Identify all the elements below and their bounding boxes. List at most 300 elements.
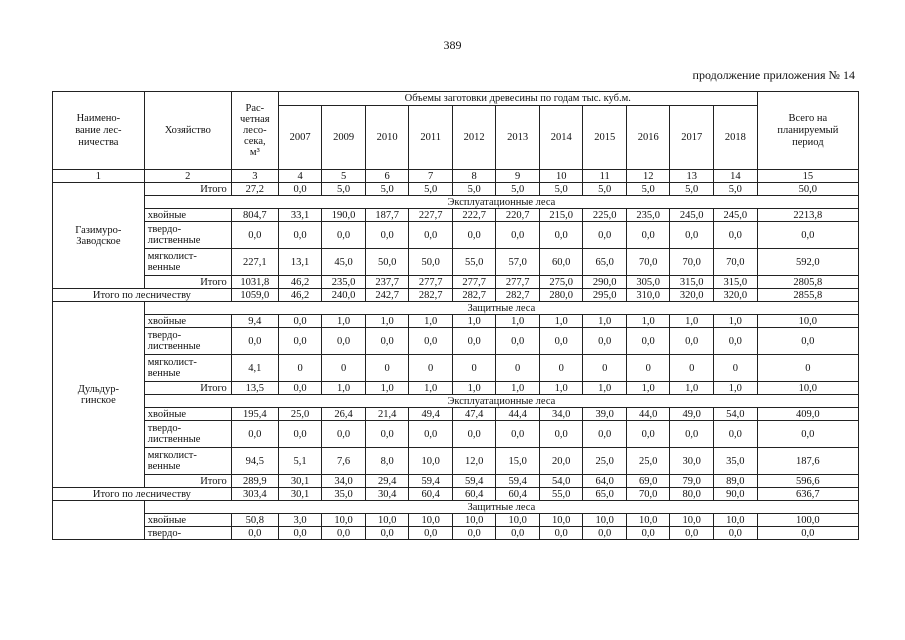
value-cell: 0	[539, 355, 583, 382]
header-year: 2018	[714, 106, 758, 170]
value-cell: 5,1	[278, 448, 322, 475]
column-number-row	[53, 170, 859, 183]
value-cell: 55,0	[539, 488, 583, 501]
value-cell: 50,0	[409, 249, 453, 276]
value-cell: 245,0	[714, 209, 758, 222]
value-cell: 8,0	[365, 448, 409, 475]
value-cell: 1,0	[365, 315, 409, 328]
value-cell: 0,0	[670, 222, 714, 249]
header-area: Рас- четная лесо- сека, м³	[231, 92, 278, 170]
value-cell: 54,0	[539, 475, 583, 488]
value-cell: 46,2	[278, 276, 322, 289]
value-cell: 90,0	[714, 488, 758, 501]
value-cell: 0,0	[278, 382, 322, 395]
value-cell: 0,0	[322, 421, 366, 448]
value-cell: 0	[496, 355, 540, 382]
value-cell: 5,0	[365, 183, 409, 196]
total-cell: 0,0	[757, 328, 858, 355]
value-cell: 187,7	[365, 209, 409, 222]
value-cell: 0,0	[365, 222, 409, 249]
farm-cell: мягколист- венные	[144, 448, 231, 475]
column-number: 1	[53, 170, 145, 183]
table-row	[53, 196, 859, 209]
value-cell: 0,0	[539, 328, 583, 355]
value-cell: 0,0	[409, 328, 453, 355]
value-cell: 0,0	[714, 222, 758, 249]
value-cell: 49,0	[670, 408, 714, 421]
value-cell: 70,0	[626, 488, 670, 501]
value-cell: 237,7	[365, 276, 409, 289]
farm-cell: Итого	[144, 276, 231, 289]
area-cell: 4,1	[231, 355, 278, 382]
value-cell: 277,7	[409, 276, 453, 289]
value-cell: 277,7	[452, 276, 496, 289]
value-cell: 70,0	[670, 249, 714, 276]
continuation-note: продолжение приложения № 14	[692, 68, 855, 82]
total-cell: 592,0	[757, 249, 858, 276]
value-cell: 0,0	[452, 421, 496, 448]
section-heading: Защитные леса	[144, 501, 858, 514]
value-cell: 1,0	[626, 315, 670, 328]
value-cell: 60,4	[452, 488, 496, 501]
value-cell: 34,0	[322, 475, 366, 488]
value-cell: 1,0	[365, 382, 409, 395]
column-number: 14	[714, 170, 758, 183]
area-cell: 50,8	[231, 514, 278, 527]
value-cell: 0,0	[365, 527, 409, 540]
value-cell: 26,4	[322, 408, 366, 421]
table-row	[53, 382, 859, 395]
value-cell: 30,1	[278, 488, 322, 501]
value-cell: 5,0	[714, 183, 758, 196]
forestry-name-duldurga: Дульдур- гинское	[53, 302, 145, 488]
header-year: 2016	[626, 106, 670, 170]
value-cell: 10,0	[409, 514, 453, 527]
column-number: 3	[231, 170, 278, 183]
value-cell: 1,0	[409, 382, 453, 395]
value-cell: 64,0	[583, 475, 627, 488]
value-cell: 1,0	[496, 382, 540, 395]
value-cell: 5,0	[670, 183, 714, 196]
farm-cell: твердо- лиственные	[144, 328, 231, 355]
value-cell: 54,0	[714, 408, 758, 421]
value-cell: 29,4	[365, 475, 409, 488]
value-cell: 10,0	[539, 514, 583, 527]
table-body	[53, 183, 859, 540]
value-cell: 0,0	[583, 328, 627, 355]
section-heading: Эксплуатационные леса	[144, 395, 858, 408]
farm-cell: хвойные	[144, 209, 231, 222]
farm-cell: мягколист- венные	[144, 355, 231, 382]
table-row	[53, 328, 859, 355]
value-cell: 0,0	[278, 183, 322, 196]
value-cell: 59,4	[409, 475, 453, 488]
value-cell: 0	[278, 355, 322, 382]
value-cell: 0	[714, 355, 758, 382]
value-cell: 69,0	[626, 475, 670, 488]
value-cell: 315,0	[670, 276, 714, 289]
area-cell: 195,4	[231, 408, 278, 421]
total-cell: 50,0	[757, 183, 858, 196]
value-cell: 320,0	[670, 289, 714, 302]
table-row	[53, 408, 859, 421]
value-cell: 235,0	[322, 276, 366, 289]
value-cell: 25,0	[278, 408, 322, 421]
value-cell: 0,0	[714, 328, 758, 355]
value-cell: 79,0	[670, 475, 714, 488]
value-cell: 60,0	[539, 249, 583, 276]
header-year: 2013	[496, 106, 540, 170]
table-row	[53, 289, 859, 302]
area-cell: 0,0	[231, 421, 278, 448]
header-year: 2007	[278, 106, 322, 170]
value-cell: 0,0	[583, 421, 627, 448]
value-cell: 235,0	[626, 209, 670, 222]
total-cell: 409,0	[757, 408, 858, 421]
harvest-volume-table	[52, 91, 859, 540]
value-cell: 0,0	[626, 222, 670, 249]
area-cell: 289,9	[231, 475, 278, 488]
value-cell: 30,4	[365, 488, 409, 501]
value-cell: 15,0	[496, 448, 540, 475]
value-cell: 33,1	[278, 209, 322, 222]
total-cell: 10,0	[757, 382, 858, 395]
value-cell: 13,1	[278, 249, 322, 276]
value-cell: 34,0	[539, 408, 583, 421]
value-cell: 0,0	[278, 328, 322, 355]
forestry-name-next	[53, 501, 145, 540]
value-cell: 10,0	[322, 514, 366, 527]
value-cell: 5,0	[583, 183, 627, 196]
value-cell: 65,0	[583, 249, 627, 276]
page-number: 389	[443, 38, 462, 52]
value-cell: 190,0	[322, 209, 366, 222]
column-number: 4	[278, 170, 322, 183]
value-cell: 305,0	[626, 276, 670, 289]
value-cell: 25,0	[583, 448, 627, 475]
total-cell: 0,0	[757, 222, 858, 249]
total-cell: 2213,8	[757, 209, 858, 222]
value-cell: 282,7	[409, 289, 453, 302]
header-volumes: Объемы заготовки древесины по годам тыс. куб.м.	[278, 92, 757, 106]
value-cell: 10,0	[626, 514, 670, 527]
value-cell: 0,0	[714, 421, 758, 448]
value-cell: 280,0	[539, 289, 583, 302]
value-cell: 1,0	[496, 315, 540, 328]
table-row	[53, 222, 859, 249]
area-cell: 1059,0	[231, 289, 278, 302]
table-row	[53, 355, 859, 382]
farm-cell: хвойные	[144, 514, 231, 527]
area-cell: 1031,8	[231, 276, 278, 289]
area-cell: 27,2	[231, 183, 278, 196]
value-cell: 7,6	[322, 448, 366, 475]
value-cell: 10,0	[365, 514, 409, 527]
farm-cell: Итого	[144, 475, 231, 488]
value-cell: 0	[626, 355, 670, 382]
value-cell: 320,0	[714, 289, 758, 302]
value-cell: 0	[452, 355, 496, 382]
value-cell: 277,7	[496, 276, 540, 289]
value-cell: 1,0	[409, 315, 453, 328]
value-cell: 0,0	[409, 527, 453, 540]
value-cell: 0,0	[670, 421, 714, 448]
table-row	[53, 475, 859, 488]
value-cell: 227,7	[409, 209, 453, 222]
value-cell: 65,0	[583, 488, 627, 501]
total-cell: 100,0	[757, 514, 858, 527]
header-year: 2014	[539, 106, 583, 170]
value-cell: 30,0	[670, 448, 714, 475]
value-cell: 1,0	[322, 315, 366, 328]
value-cell: 0,0	[365, 421, 409, 448]
value-cell: 21,4	[365, 408, 409, 421]
forestry-total-label: Итого по лесничеству	[53, 488, 232, 501]
value-cell: 0	[322, 355, 366, 382]
table-row	[53, 448, 859, 475]
value-cell: 0,0	[626, 527, 670, 540]
table-row	[53, 395, 859, 408]
column-number: 15	[757, 170, 858, 183]
value-cell: 1,0	[539, 315, 583, 328]
value-cell: 1,0	[670, 382, 714, 395]
value-cell: 5,0	[452, 183, 496, 196]
value-cell: 215,0	[539, 209, 583, 222]
value-cell: 89,0	[714, 475, 758, 488]
value-cell: 80,0	[670, 488, 714, 501]
column-number: 5	[322, 170, 366, 183]
value-cell: 60,4	[409, 488, 453, 501]
value-cell: 1,0	[583, 315, 627, 328]
table-row	[53, 488, 859, 501]
value-cell: 0,0	[714, 527, 758, 540]
farm-cell: мягколист- венные	[144, 249, 231, 276]
value-cell: 0,0	[278, 421, 322, 448]
value-cell: 10,0	[409, 448, 453, 475]
column-number: 6	[365, 170, 409, 183]
total-cell: 0	[757, 355, 858, 382]
value-cell: 55,0	[452, 249, 496, 276]
value-cell: 1,0	[714, 382, 758, 395]
area-cell: 0,0	[231, 328, 278, 355]
value-cell: 1,0	[626, 382, 670, 395]
value-cell: 315,0	[714, 276, 758, 289]
header-year: 2017	[670, 106, 714, 170]
value-cell: 0,0	[496, 527, 540, 540]
value-cell: 5,0	[539, 183, 583, 196]
value-cell: 0,0	[452, 222, 496, 249]
forestry-total-label: Итого по лесничеству	[53, 289, 232, 302]
table-row	[53, 514, 859, 527]
farm-cell: Итого	[144, 183, 231, 196]
value-cell: 0,0	[322, 328, 366, 355]
value-cell: 0,0	[322, 527, 366, 540]
column-number: 8	[452, 170, 496, 183]
total-cell: 596,6	[757, 475, 858, 488]
value-cell: 0,0	[626, 328, 670, 355]
forestry-name-gazimuro: Газимуро- Заводское	[53, 183, 145, 289]
table-row	[53, 501, 859, 514]
value-cell: 310,0	[626, 289, 670, 302]
value-cell: 35,0	[714, 448, 758, 475]
value-cell: 0,0	[409, 222, 453, 249]
value-cell: 225,0	[583, 209, 627, 222]
value-cell: 1,0	[670, 315, 714, 328]
farm-cell: Итого	[144, 382, 231, 395]
value-cell: 46,2	[278, 289, 322, 302]
area-cell: 227,1	[231, 249, 278, 276]
value-cell: 282,7	[452, 289, 496, 302]
value-cell: 0,0	[496, 328, 540, 355]
value-cell: 60,4	[496, 488, 540, 501]
value-cell: 0,0	[278, 527, 322, 540]
farm-cell: твердо-	[144, 527, 231, 540]
area-cell: 94,5	[231, 448, 278, 475]
table-row	[53, 209, 859, 222]
value-cell: 3,0	[278, 514, 322, 527]
area-cell: 13,5	[231, 382, 278, 395]
table-row	[53, 249, 859, 276]
value-cell: 0,0	[496, 222, 540, 249]
value-cell: 35,0	[322, 488, 366, 501]
value-cell: 0	[583, 355, 627, 382]
value-cell: 1,0	[583, 382, 627, 395]
table-row	[53, 183, 859, 196]
area-cell: 9,4	[231, 315, 278, 328]
value-cell: 1,0	[452, 382, 496, 395]
table-row	[53, 421, 859, 448]
total-cell: 0,0	[757, 421, 858, 448]
table-row	[53, 315, 859, 328]
value-cell: 0,0	[365, 328, 409, 355]
value-cell: 1,0	[714, 315, 758, 328]
area-cell: 804,7	[231, 209, 278, 222]
value-cell: 222,7	[452, 209, 496, 222]
column-number: 10	[539, 170, 583, 183]
value-cell: 45,0	[322, 249, 366, 276]
value-cell: 0,0	[626, 421, 670, 448]
value-cell: 240,0	[322, 289, 366, 302]
column-number: 7	[409, 170, 453, 183]
total-cell: 636,7	[757, 488, 858, 501]
value-cell: 0	[365, 355, 409, 382]
total-cell: 2855,8	[757, 289, 858, 302]
value-cell: 295,0	[583, 289, 627, 302]
value-cell: 290,0	[583, 276, 627, 289]
value-cell: 39,0	[583, 408, 627, 421]
value-cell: 59,4	[496, 475, 540, 488]
section-heading: Эксплуатационные леса	[144, 196, 858, 209]
value-cell: 10,0	[714, 514, 758, 527]
farm-cell: хвойные	[144, 315, 231, 328]
section-heading: Защитные леса	[144, 302, 858, 315]
value-cell: 5,0	[322, 183, 366, 196]
value-cell: 57,0	[496, 249, 540, 276]
value-cell: 10,0	[583, 514, 627, 527]
header-year: 2010	[365, 106, 409, 170]
value-cell: 0,0	[539, 222, 583, 249]
farm-cell: твердо- лиственные	[144, 421, 231, 448]
value-cell: 10,0	[670, 514, 714, 527]
value-cell: 220,7	[496, 209, 540, 222]
value-cell: 242,7	[365, 289, 409, 302]
total-cell: 187,6	[757, 448, 858, 475]
value-cell: 275,0	[539, 276, 583, 289]
table-row	[53, 302, 859, 315]
value-cell: 1,0	[452, 315, 496, 328]
value-cell: 49,4	[409, 408, 453, 421]
value-cell: 10,0	[496, 514, 540, 527]
value-cell: 50,0	[365, 249, 409, 276]
column-number: 13	[670, 170, 714, 183]
value-cell: 0,0	[409, 421, 453, 448]
total-cell: 0,0	[757, 527, 858, 540]
value-cell: 0	[409, 355, 453, 382]
value-cell: 5,0	[626, 183, 670, 196]
value-cell: 25,0	[626, 448, 670, 475]
value-cell: 44,4	[496, 408, 540, 421]
value-cell: 0,0	[278, 315, 322, 328]
value-cell: 70,0	[626, 249, 670, 276]
column-number: 2	[144, 170, 231, 183]
column-number: 11	[583, 170, 627, 183]
area-cell: 0,0	[231, 222, 278, 249]
value-cell: 0,0	[278, 222, 322, 249]
value-cell: 1,0	[322, 382, 366, 395]
value-cell: 0,0	[670, 328, 714, 355]
value-cell: 5,0	[409, 183, 453, 196]
table-row	[53, 276, 859, 289]
header-year: 2011	[409, 106, 453, 170]
value-cell: 1,0	[539, 382, 583, 395]
value-cell: 0	[670, 355, 714, 382]
value-cell: 44,0	[626, 408, 670, 421]
header-year: 2009	[322, 106, 366, 170]
value-cell: 0,0	[583, 222, 627, 249]
header-total: Всего на планируемый период	[757, 92, 858, 170]
value-cell: 59,4	[452, 475, 496, 488]
total-cell: 2805,8	[757, 276, 858, 289]
table-row	[53, 527, 859, 540]
total-cell: 10,0	[757, 315, 858, 328]
value-cell: 12,0	[452, 448, 496, 475]
value-cell: 0,0	[539, 421, 583, 448]
value-cell: 47,4	[452, 408, 496, 421]
value-cell: 30,1	[278, 475, 322, 488]
farm-cell: твердо- лиственные	[144, 222, 231, 249]
value-cell: 282,7	[496, 289, 540, 302]
value-cell: 70,0	[714, 249, 758, 276]
header-year: 2015	[583, 106, 627, 170]
value-cell: 0,0	[452, 527, 496, 540]
farm-cell: хвойные	[144, 408, 231, 421]
value-cell: 0,0	[583, 527, 627, 540]
value-cell: 245,0	[670, 209, 714, 222]
column-number: 9	[496, 170, 540, 183]
value-cell: 0,0	[322, 222, 366, 249]
header-year: 2012	[452, 106, 496, 170]
value-cell: 20,0	[539, 448, 583, 475]
value-cell: 0,0	[670, 527, 714, 540]
value-cell: 10,0	[452, 514, 496, 527]
value-cell: 0,0	[452, 328, 496, 355]
area-cell: 0,0	[231, 527, 278, 540]
value-cell: 0,0	[496, 421, 540, 448]
header-farm: Хозяйство	[144, 92, 231, 170]
area-cell: 303,4	[231, 488, 278, 501]
value-cell: 5,0	[496, 183, 540, 196]
value-cell: 0,0	[539, 527, 583, 540]
